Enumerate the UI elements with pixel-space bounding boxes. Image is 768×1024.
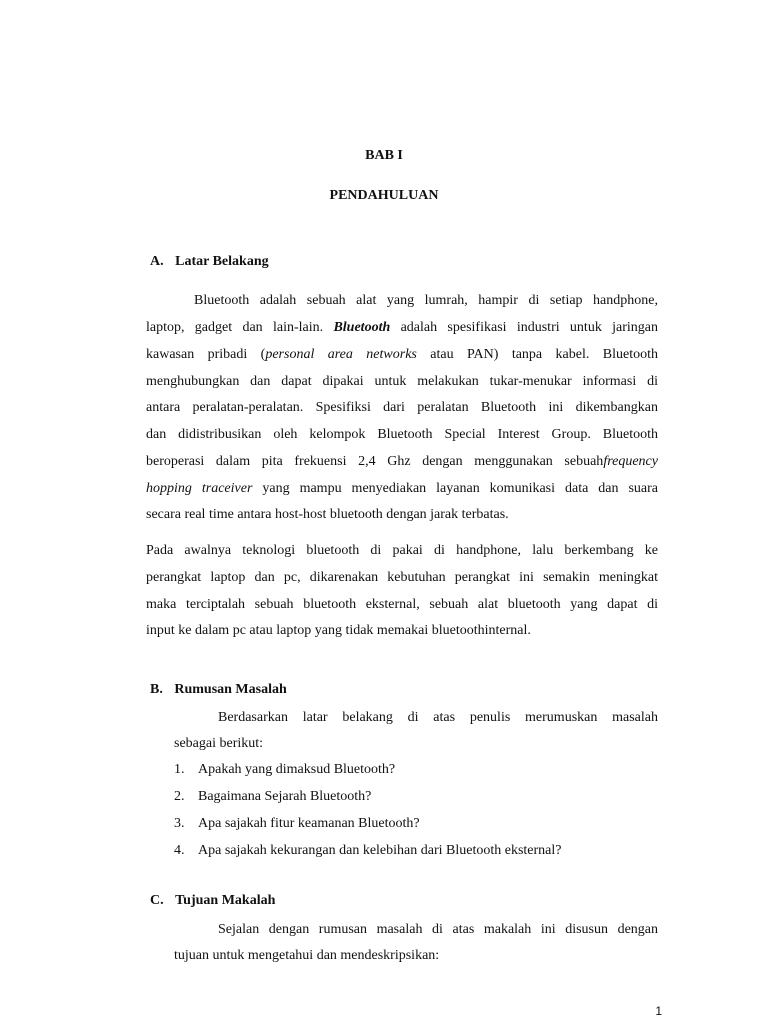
section-c-intro-line: Sejalan dengan rumusan masalah di atas makalah ini disusun dengan — [218, 922, 658, 937]
emphasis-bluetooth: Bluetooth — [333, 320, 391, 335]
paragraph-a2-line: Pada awalnya teknologi bluetooth di pakai di handphone, lalu berkembang ke — [146, 543, 658, 558]
section-a-title: Latar Belakang — [175, 254, 269, 269]
section-b-intro-line: sebagai berikut: — [174, 736, 264, 751]
list-item-number: 4. — [174, 843, 185, 858]
page-title: PENDAHULUAN — [329, 188, 439, 203]
emphasis-pan: personal area networks — [265, 347, 417, 362]
text-span: adalah spesifikasi industri untuk jaringan — [400, 320, 659, 335]
emphasis-frequency: frequency — [603, 454, 658, 469]
paragraph-a1-line: secara real time antara host-host bluetooth dengan jarak terbatas. — [146, 507, 509, 522]
section-a-heading — [150, 254, 269, 270]
list-item-text: Apakah yang dimaksud Bluetooth? — [198, 762, 396, 777]
list-item-text: Apa sajakah kekurangan dan kelebihan dari Bluetooth eksternal? — [198, 843, 562, 858]
text-span: atau PAN) tanpa kabel. Bluetooth — [430, 347, 658, 362]
list-item — [0, 841, 768, 861]
paragraph-a2-line: input ke dalam pc atau laptop yang tidak memakai bluetoothinternal. — [146, 623, 531, 638]
text-span: laptop, gadget dan lain-lain. — [146, 320, 324, 335]
section-c-intro-line: tujuan untuk mengetahui dan mendeskripsikan: — [174, 948, 440, 963]
list-item-number: 1. — [174, 762, 185, 777]
section-b-intro-line: Berdasarkan latar belakang di atas penulis merumuskan masalah — [218, 710, 658, 725]
paragraph-a1-line — [146, 479, 658, 499]
section-c-heading — [150, 893, 275, 909]
emphasis-hopping: hopping traceiver — [146, 481, 253, 496]
list-item-text: Bagaimana Sejarah Bluetooth? — [198, 789, 372, 804]
list-item-number: 2. — [174, 789, 185, 804]
paragraph-a2-line: perangkat laptop dan pc, dikarenakan kebutuhan perangkat ini semakin meningkat — [146, 570, 658, 585]
list-item — [0, 787, 768, 807]
section-c-label: C. — [150, 893, 164, 908]
section-a-label: A. — [150, 254, 164, 269]
text-span: yang mampu menyediakan layanan komunikasi data dan suara — [262, 481, 659, 496]
section-c-title: Tujuan Makalah — [175, 893, 276, 908]
text-span: beroperasi dalam pita frekuensi 2,4 Ghz dengan menggunakan sebuah — [146, 454, 604, 469]
chapter-label: BAB I — [365, 148, 403, 163]
list-item — [0, 814, 768, 834]
list-item-text: Apa sajakah fitur keamanan Bluetooth? — [198, 816, 420, 831]
list-item — [0, 760, 768, 780]
section-b-title: Rumusan Masalah — [174, 682, 287, 697]
paragraph-a1-line: dan didistribusikan oleh kelompok Bluetooth Special Interest Group. Bluetooth — [146, 427, 658, 442]
paragraph-a1-line — [146, 345, 658, 365]
list-item-number: 3. — [174, 816, 185, 831]
paragraph-a1-line — [146, 318, 658, 338]
paragraph-a1-line: antara peralatan-peralatan. Spesifiksi dari peralatan Bluetooth ini dikembangkan — [146, 400, 658, 415]
section-b-heading — [150, 682, 287, 698]
paragraph-a1-line: menghubungkan dan dapat dipakai untuk melakukan tukar-menukar informasi di — [146, 374, 658, 389]
paragraph-a1-line: Bluetooth adalah sebuah alat yang lumrah, hampir di setiap handphone, — [194, 293, 658, 308]
paragraph-a2-line: maka terciptalah sebuah bluetooth eksternal, sebuah alat bluetooth yang dapat di — [146, 597, 658, 612]
paragraph-a1-line — [146, 452, 658, 472]
page-number: 1 — [655, 1004, 662, 1018]
section-b-label: B. — [150, 682, 163, 697]
text-span: kawasan pribadi ( — [146, 347, 266, 362]
